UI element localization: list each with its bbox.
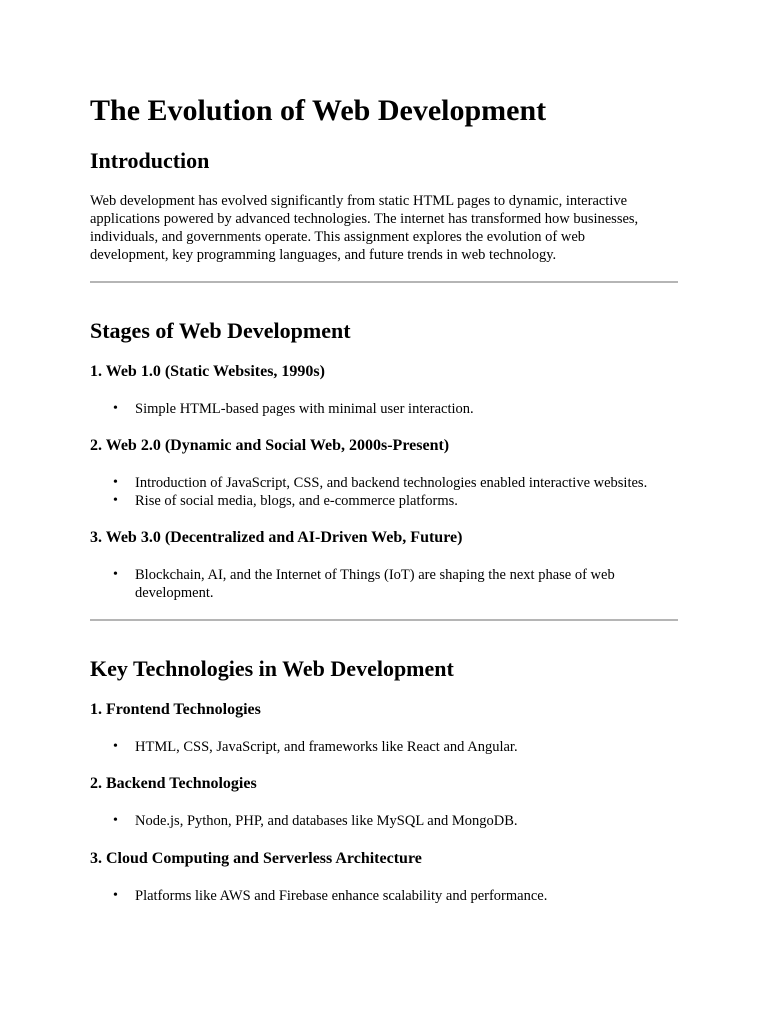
list-item-text: Platforms like AWS and Firebase enhance scalability and performance. xyxy=(135,888,548,904)
stage-1-list xyxy=(90,400,678,418)
bullet-icon: • xyxy=(113,888,118,903)
list-item-text: Simple HTML-based pages with minimal user interaction. xyxy=(135,401,474,417)
document-title: The Evolution of Web Development xyxy=(90,94,547,127)
intro-paragraph xyxy=(90,192,678,264)
list-item-text: HTML, CSS, JavaScript, and frameworks like React and Angular. xyxy=(135,739,518,755)
intro-line: development, key programming languages, and future trends in web technology. xyxy=(90,247,557,263)
list-item-text: Introduction of JavaScript, CSS, and backend technologies enabled interactive websites. xyxy=(135,475,648,491)
list-item-text: Rise of social media, blogs, and e-commerce platforms. xyxy=(135,493,458,509)
stage-3-list xyxy=(90,566,678,602)
bullet-icon: • xyxy=(113,401,118,416)
bullet-icon: • xyxy=(113,567,118,582)
list-item xyxy=(90,400,678,418)
technologies-heading: Key Technologies in Web Development xyxy=(90,656,454,681)
section-divider xyxy=(90,281,678,283)
list-item-text: Blockchain, AI, and the Internet of Things (IoT) are shaping the next phase of web development. xyxy=(135,567,615,601)
stage-1-heading: 1. Web 1.0 (Static Websites, 1990s) xyxy=(90,363,325,380)
list-item xyxy=(90,887,678,905)
section-divider xyxy=(90,619,678,621)
intro-line: individuals, and governments operate. This assignment explores the evolution of web xyxy=(90,229,586,245)
stage-3-heading: 3. Web 3.0 (Decentralized and AI-Driven Web, Future) xyxy=(90,529,463,546)
tech-2-heading: 2. Backend Technologies xyxy=(90,775,257,792)
bullet-icon: • xyxy=(113,739,118,754)
list-item xyxy=(90,566,678,602)
intro-line: Web development has evolved significantly from static HTML pages to dynamic, interactive xyxy=(90,193,628,209)
list-item xyxy=(90,738,678,756)
stages-heading: Stages of Web Development xyxy=(90,318,351,343)
tech-3-list xyxy=(90,887,678,905)
bullet-icon: • xyxy=(113,475,118,490)
tech-2-list xyxy=(90,812,678,830)
list-item-text: Node.js, Python, PHP, and databases like MySQL and MongoDB. xyxy=(135,813,518,829)
intro-line: applications powered by advanced technologies. The internet has transformed how businesses, xyxy=(90,211,639,227)
list-item xyxy=(90,492,678,510)
list-item xyxy=(90,812,678,830)
tech-3-heading: 3. Cloud Computing and Serverless Architecture xyxy=(90,850,422,867)
bullet-icon: • xyxy=(113,493,118,508)
bullet-icon: • xyxy=(113,813,118,828)
list-item xyxy=(90,474,678,492)
tech-1-heading: 1. Frontend Technologies xyxy=(90,701,261,718)
stage-2-heading: 2. Web 2.0 (Dynamic and Social Web, 2000s-Present) xyxy=(90,437,450,454)
tech-1-list xyxy=(90,738,678,756)
stage-2-list xyxy=(90,474,678,510)
intro-heading: Introduction xyxy=(90,148,210,173)
